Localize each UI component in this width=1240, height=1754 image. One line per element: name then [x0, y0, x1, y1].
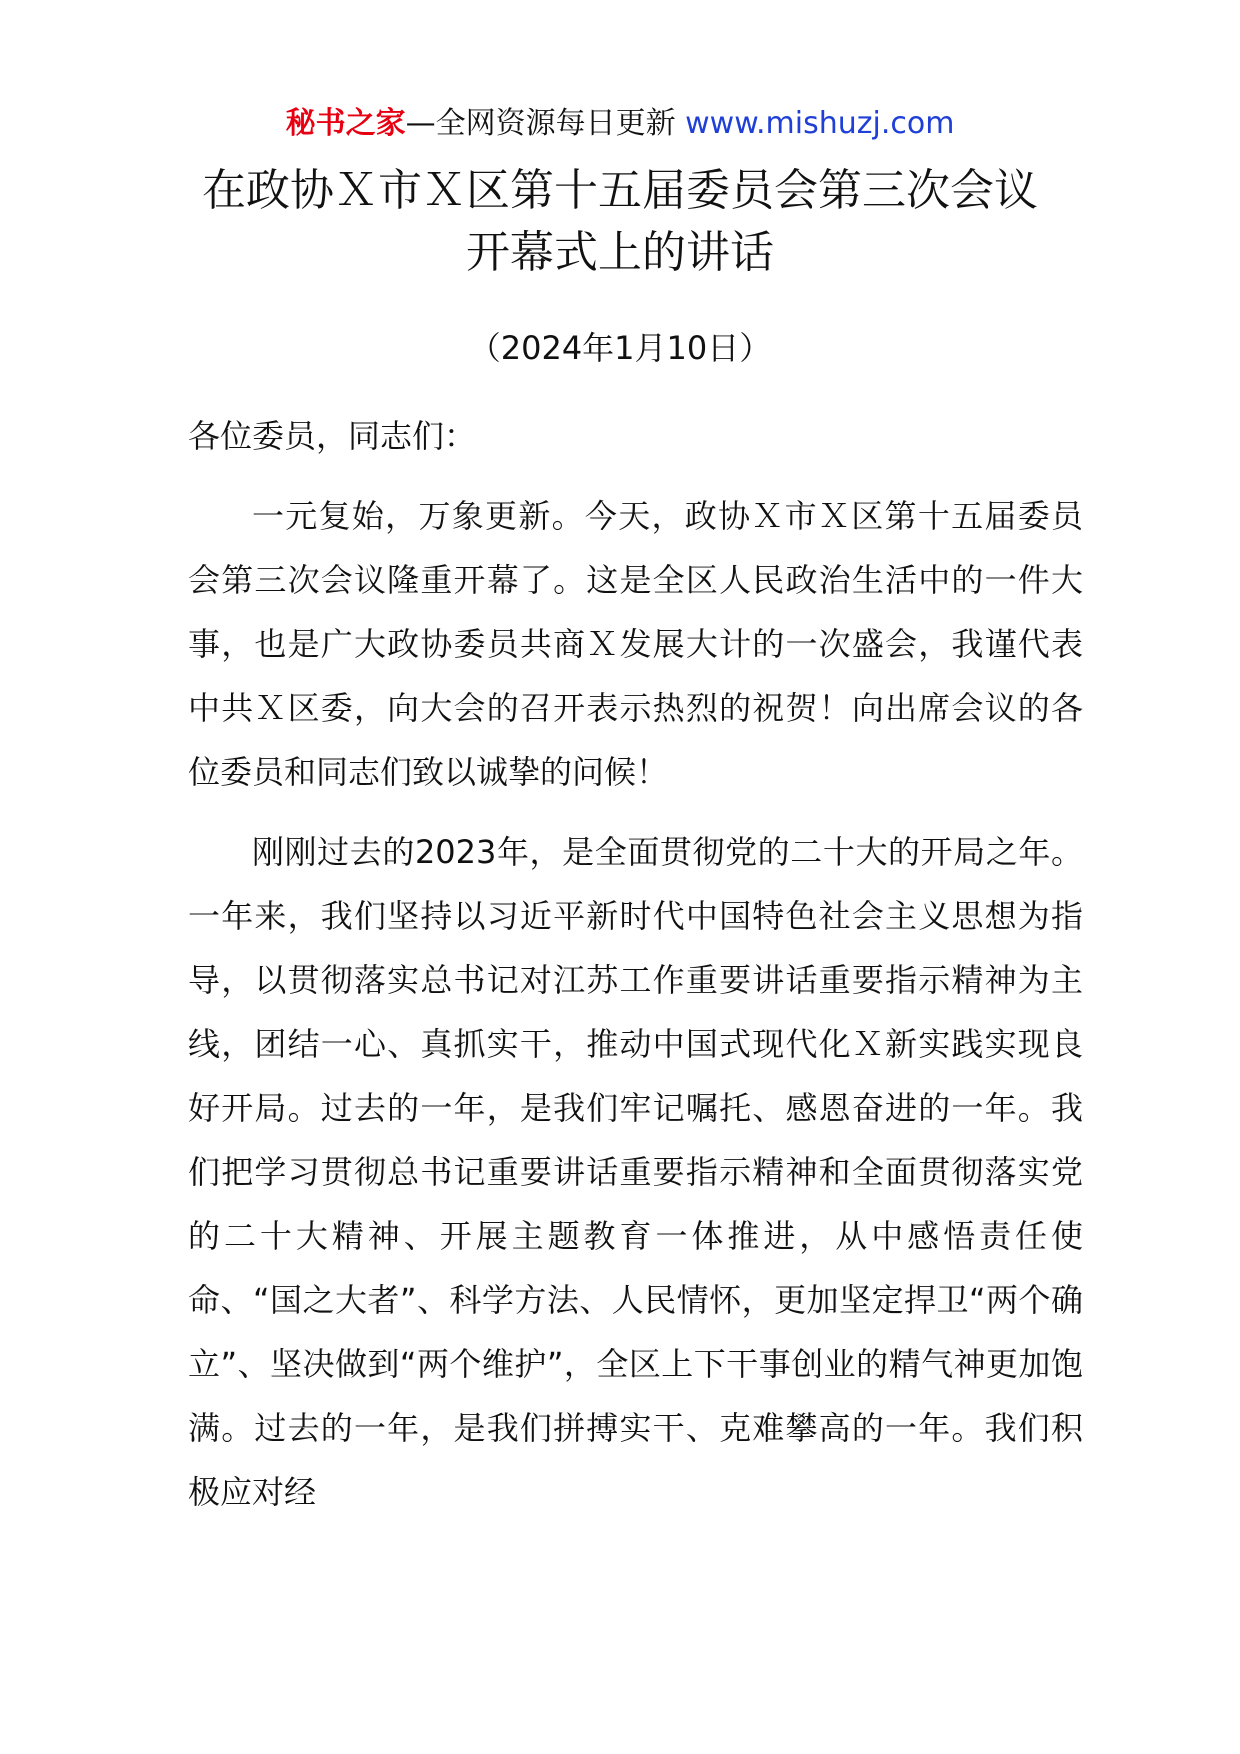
site-url-link[interactable]: www.mishuzj.com [685, 106, 955, 141]
title-line-1: 在政协Ｘ市Ｘ区第十五届委员会第三次会议 [202, 165, 1038, 216]
document-date: （2024年1月10日） [468, 329, 772, 367]
site-header [0, 102, 1240, 146]
document-body [188, 404, 1083, 1540]
brand-name: 秘书之家 [285, 106, 406, 141]
paragraph-1: 一元复始，万象更新。今天，政协Ｘ市Ｘ区第十五届委员会第三次会议隆重开幕了。这是全区人民政治生活中的一件大事，也是广大政协委员共商Ｘ发展大计的一次盛会，我谨代表中共Ｘ区委，向大会的召开表示热烈的祝贺！向出席会议的各位委员和同志们致以诚挚的问候！ [188, 497, 1083, 791]
salutation: 各位委员，同志们： [188, 417, 477, 455]
title-line-2: 开幕式上的讲话 [466, 227, 774, 278]
document-title [0, 160, 1240, 284]
header-tagline: —全网资源每日更新 [405, 106, 686, 141]
paragraph-2: 刚刚过去的2023年，是全面贯彻党的二十大的开局之年。一年来，我们坚持以习近平新时代中国特色社会主义思想为指导，以贯彻落实总书记对江苏工作重要讲话重要指示精神为主线，团结一心、真抓实干，推动中国式现代化Ｘ新实践实现良好开局。过去的一年，是我们牢记嘱托、感恩奋进的一年。我们把学习贯彻总书记重要讲话重要指示精神和全面贯彻落实党的二十大精神、开展主题教育一体推进，从中感悟责任使命、“国之大者”、科学方法、人民情怀，更加坚定捍卫“两个确立”、坚决做到“两个维护”，全区上下干事创业的精气神更加饱满。过去的一年，是我们拼搏实干、克难攀高的一年。我们积极应对经 [188, 833, 1083, 1511]
